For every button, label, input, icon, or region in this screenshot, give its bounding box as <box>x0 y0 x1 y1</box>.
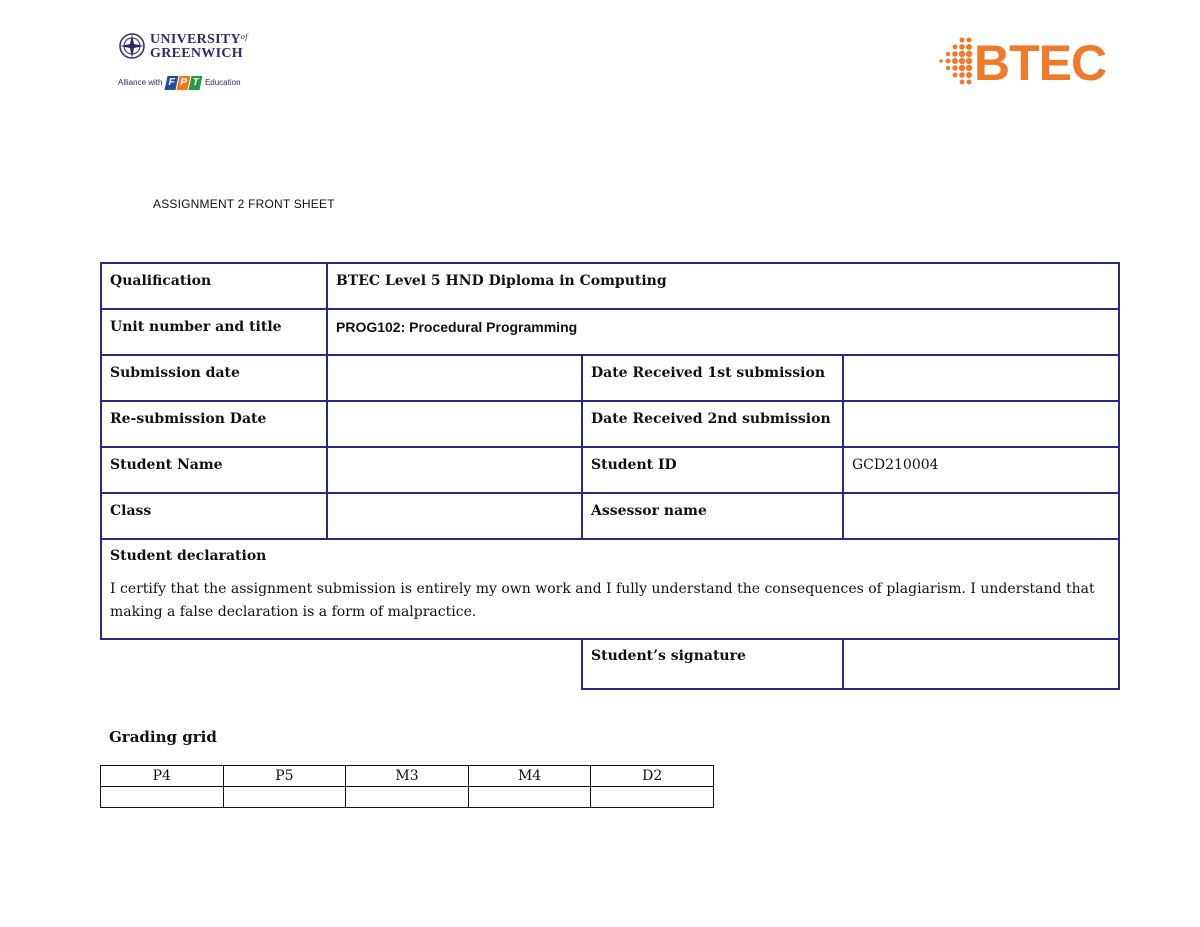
resubmission-date-label: Re-submission Date <box>101 401 327 447</box>
qualification-row <box>101 263 1119 309</box>
qualification-value: BTEC Level 5 HND Diploma in Computing <box>327 263 1119 309</box>
signature-spacer <box>101 639 582 689</box>
unit-value: PROG102: Procedural Programming <box>327 309 1119 355</box>
resubmission-date-field[interactable] <box>327 401 582 447</box>
class-row <box>101 493 1119 539</box>
student-name-label: Student Name <box>101 447 327 493</box>
grade-cell-m4[interactable] <box>468 787 591 808</box>
university-of-greenwich-logo <box>118 30 258 96</box>
class-label: Class <box>101 493 327 539</box>
grade-cell-d2[interactable] <box>591 787 714 808</box>
student-row <box>101 447 1119 493</box>
logo-line-university: $UNIVERSITY^{of}$ <box>150 32 248 47</box>
alliance-fpt-education: Alliance with F P T Education <box>118 77 241 88</box>
submission-row <box>101 355 1119 401</box>
signature-label: Student’s signature <box>582 639 843 689</box>
submission-date-field[interactable] <box>327 355 582 401</box>
university-crest-icon <box>118 32 146 60</box>
grade-header-m3: M3 <box>346 766 469 787</box>
grading-value-row <box>101 787 714 808</box>
btec-wordmark: BTEC <box>974 35 1107 91</box>
assessor-name-field[interactable] <box>843 493 1119 539</box>
declaration-row <box>101 539 1119 639</box>
class-field[interactable] <box>327 493 582 539</box>
unit-label: Unit number and title <box>101 309 327 355</box>
btec-dots-icon <box>936 34 976 92</box>
signature-field[interactable] <box>843 639 1119 689</box>
grade-cell-p5[interactable] <box>223 787 346 808</box>
btec-logo <box>936 34 1122 92</box>
received-2nd-label: Date Received 2nd submission <box>582 401 843 447</box>
fpt-logo: F P T <box>166 76 202 90</box>
page-title: ASSIGNMENT 2 FRONT SHEET <box>153 197 335 211</box>
qualification-label: Qualification <box>101 263 327 309</box>
student-id-label: Student ID <box>582 447 843 493</box>
signature-row <box>101 639 1119 689</box>
student-name-field[interactable] <box>327 447 582 493</box>
grading-header-row <box>101 766 714 787</box>
unit-row <box>101 309 1119 355</box>
received-1st-label: Date Received 1st submission <box>582 355 843 401</box>
received-2nd-field[interactable] <box>843 401 1119 447</box>
student-id-field[interactable]: GCD210004 <box>843 447 1119 493</box>
student-declaration <box>101 539 1119 639</box>
declaration-title: Student declaration <box>110 548 267 564</box>
received-1st-field[interactable] <box>843 355 1119 401</box>
grade-header-p4: P4 <box>101 766 224 787</box>
declaration-text: I certify that the assignment submission is entirely my own work and I fully understand the consequences of plagiarism. I understand that making a false declaration is a form of malpractice. <box>110 581 1095 620</box>
front-sheet-table <box>100 262 1120 690</box>
logo-line-greenwich: GREENWICH <box>150 46 243 61</box>
assessor-name-label: Assessor name <box>582 493 843 539</box>
grading-grid-table <box>100 765 714 808</box>
grading-grid-title: Grading grid <box>109 728 217 746</box>
grade-header-p5: P5 <box>223 766 346 787</box>
grade-header-m4: M4 <box>468 766 591 787</box>
grade-header-d2: D2 <box>591 766 714 787</box>
submission-date-label: Submission date <box>101 355 327 401</box>
grade-cell-p4[interactable] <box>101 787 224 808</box>
resubmission-row <box>101 401 1119 447</box>
grade-cell-m3[interactable] <box>346 787 469 808</box>
